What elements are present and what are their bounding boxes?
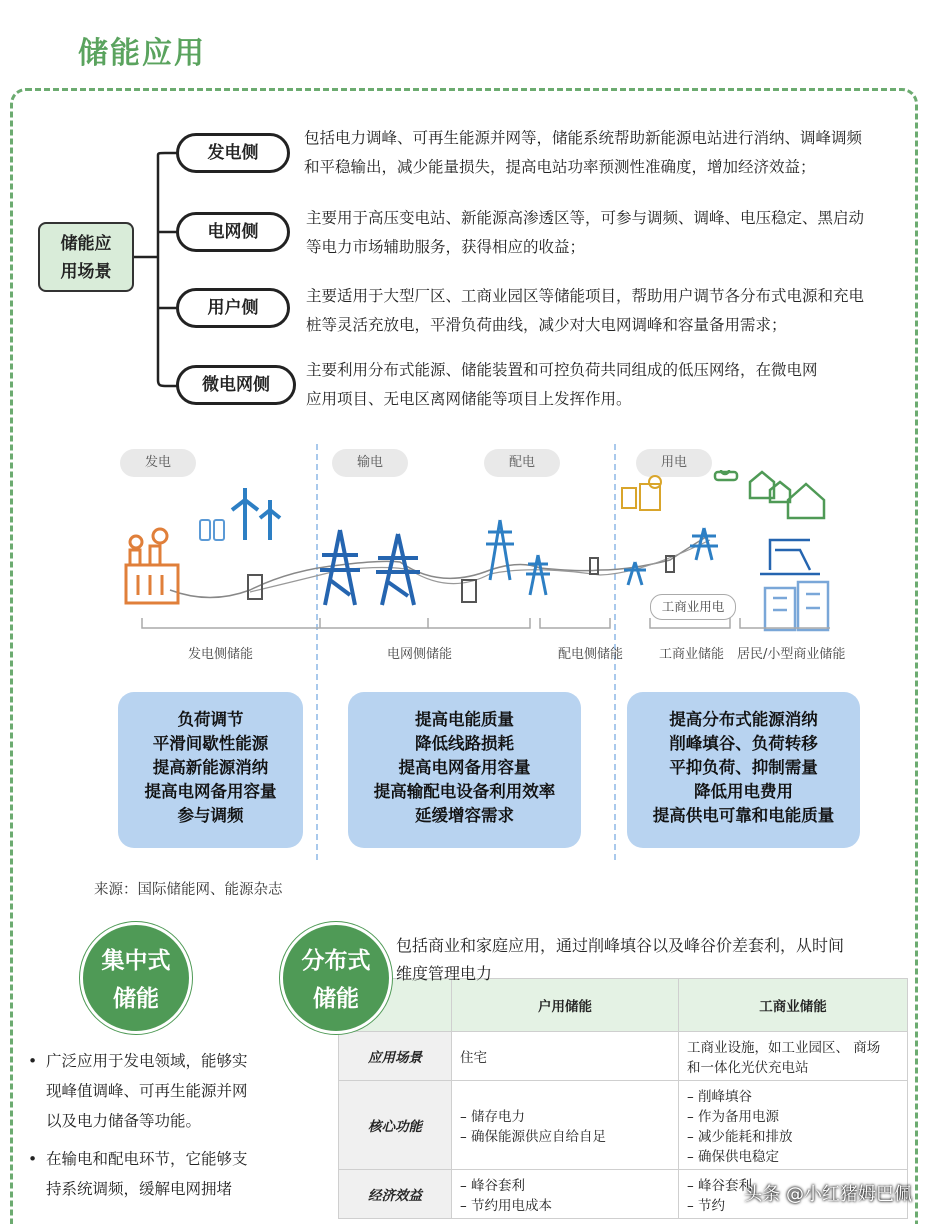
branch-grid: 电网侧 xyxy=(176,212,290,252)
battery-icon xyxy=(200,520,224,540)
branch-user: 用户侧 xyxy=(176,288,290,328)
branch-user-desc xyxy=(306,282,864,340)
source-note: 来源：国际储能网、能源杂志 xyxy=(94,882,283,898)
watermark: 头条 @小红猪姆巴佩 xyxy=(744,1184,912,1205)
benefit-item: 降低用电费用 xyxy=(694,782,793,801)
benefit-item: 提高电能质量 xyxy=(415,710,514,729)
distributed-circle xyxy=(280,922,392,1034)
table-header-household: 户用储能 xyxy=(452,979,679,1032)
solar-building-icon xyxy=(622,476,661,510)
benefit-item: 提高电网备用容量 xyxy=(398,758,531,777)
desc-line: 包括商业和家庭应用，通过削峰填谷以及峰谷价差套利，从时间 xyxy=(396,936,845,955)
bullet-line: 在输电和配电环节，它能够支 xyxy=(46,1150,248,1168)
cell-line: – 储存电力 xyxy=(460,1109,526,1125)
benefit-box-grid xyxy=(348,692,581,848)
bullet-line: 持系统调频，缓解电网拥堵 xyxy=(46,1180,233,1198)
stage-transmission: 输电 xyxy=(332,449,408,477)
centralized-circle xyxy=(80,922,192,1034)
cell-line: – 节约用电成本 xyxy=(460,1198,553,1214)
cell-line: – 作为备用电源 xyxy=(687,1109,780,1125)
row-head-function: 核心功能 xyxy=(339,1081,452,1170)
cell-line: 工商业设施，如工业园区、 商场 xyxy=(687,1040,881,1056)
benefit-item: 提高分布式能源消纳 xyxy=(669,710,818,729)
distributed-desc xyxy=(396,932,844,988)
bullet-dot-icon: • xyxy=(28,1052,38,1070)
benefit-item: 负荷调节 xyxy=(177,710,244,729)
bullet-dot-icon: • xyxy=(28,1150,38,1168)
segment-generation-storage: 发电侧储能 xyxy=(188,647,254,662)
cell-line: – 节约 xyxy=(687,1198,726,1214)
bracket-distribution xyxy=(540,618,610,628)
distribution-tower-icon xyxy=(486,520,718,595)
table-header-commercial: 工商业储能 xyxy=(679,979,908,1032)
mindmap-root xyxy=(38,222,134,292)
wind-turbine-icon xyxy=(232,488,280,540)
cell-line: – 削峰填谷 xyxy=(687,1089,753,1105)
factory-icon xyxy=(126,529,178,603)
desc-line: 主要用于高压变电站、新能源高渗透区等，可参与调频、调峰、电压稳定、黑启动 xyxy=(306,209,865,227)
branch-microgrid: 微电网侧 xyxy=(176,365,296,405)
page-title: 储能应用 xyxy=(78,36,206,71)
cell-line: – 减少能耗和排放 xyxy=(687,1129,793,1145)
cell-household-scenario xyxy=(452,1032,679,1081)
segment-distribution-storage: 配电侧储能 xyxy=(558,647,624,662)
bracket-grid xyxy=(320,618,530,628)
benefit-item: 提高电网备用容量 xyxy=(144,782,277,801)
bullet-line: 以及电力储备等功能。 xyxy=(46,1112,202,1130)
benefit-item: 提高供电可靠和电能质量 xyxy=(652,806,835,825)
segment-residential-storage: 居民/小型商业储能 xyxy=(737,647,846,662)
benefit-item: 平滑间歇性能源 xyxy=(152,734,269,753)
benefit-item: 削峰填谷、负荷转移 xyxy=(669,734,818,753)
desc-line: 应用项目、无电区离网储能等项目上发挥作用。 xyxy=(306,390,632,408)
benefit-box-user xyxy=(627,692,860,848)
circle-line: 储能 xyxy=(313,986,359,1012)
bullet-line: 现峰值调峰、可再生能源并网 xyxy=(46,1082,248,1100)
circle-line: 分布式 xyxy=(301,948,371,974)
cell-line: – 确保供电稳定 xyxy=(687,1149,780,1165)
desc-line: 主要利用分布式能源、储能装置和可控负荷共同组成的低压网络，在微电网 xyxy=(306,361,818,379)
desc-line: 维度管理电力 xyxy=(396,964,493,983)
branch-generation: 发电侧 xyxy=(176,133,290,173)
table-row xyxy=(339,1081,908,1170)
desc-line: 主要适用于大型厂区、工商业园区等储能项目，帮助用户调节各分布式电源和充电 xyxy=(306,287,865,305)
segment-commercial-storage: 工商业储能 xyxy=(659,647,725,662)
circle-line: 储能 xyxy=(113,986,159,1012)
desc-line: 等电力市场辅助服务，获得相应的收益； xyxy=(306,238,586,256)
bullet-line: 广泛应用于发电领域，能够实 xyxy=(46,1052,248,1070)
desc-line: 包括电力调峰、可再生能源并网等，储能系统帮助新能源电站进行消纳、调峰调频 xyxy=(304,129,863,147)
benefit-item: 提高新能源消纳 xyxy=(152,758,269,777)
storage-unit-icon xyxy=(248,556,674,602)
benefit-item: 平抑负荷、抑制需量 xyxy=(669,758,818,777)
cell-line: 住宅 xyxy=(460,1050,487,1066)
cell-household-economics xyxy=(452,1170,679,1219)
desc-line: 桩等灵活充放电，平滑负荷曲线，减少对大电网调峰和容量备用需求； xyxy=(306,316,787,334)
oil-pump-icon xyxy=(760,540,820,574)
bracket-generation xyxy=(142,618,428,628)
stage-consumption: 用电 xyxy=(636,449,712,477)
root-line-2: 用场景 xyxy=(60,262,112,282)
cell-household-function xyxy=(452,1081,679,1170)
branch-generation-desc xyxy=(304,124,862,182)
cell-commercial-scenario xyxy=(679,1032,908,1081)
row-head-scenario: 应用场景 xyxy=(339,1032,452,1081)
desc-line: 和平稳输出，减少能量损失，提高电站功率预测性准确度，增加经济效益； xyxy=(304,158,816,176)
table-row xyxy=(339,1032,908,1081)
cell-commercial-function xyxy=(679,1081,908,1170)
houses-icon xyxy=(715,470,824,518)
benefit-box-generation xyxy=(118,692,303,848)
benefit-item: 参与调频 xyxy=(177,806,244,825)
sub-label-commercial: 工商业用电 xyxy=(650,594,736,620)
cell-line: – 峰谷套利 xyxy=(687,1178,753,1194)
cell-line: – 确保能源供应自给自足 xyxy=(460,1129,607,1145)
cell-line: – 峰谷套利 xyxy=(460,1178,526,1194)
row-head-economics: 经济效益 xyxy=(339,1170,452,1219)
centralized-bullet-1 xyxy=(26,1046,248,1136)
root-line-1: 储能应 xyxy=(60,234,112,254)
circle-line: 集中式 xyxy=(101,948,171,974)
segment-grid-storage: 电网侧储能 xyxy=(387,647,453,662)
stage-distribution: 配电 xyxy=(484,449,560,477)
stage-generation: 发电 xyxy=(120,449,196,477)
benefit-item: 延缓增容需求 xyxy=(415,806,514,825)
branch-microgrid-desc xyxy=(306,356,818,414)
cell-line: 和一体化光伏充电站 xyxy=(687,1060,809,1076)
branch-grid-desc xyxy=(306,204,864,262)
benefit-item: 降低线路损耗 xyxy=(415,734,514,753)
centralized-bullet-2 xyxy=(26,1144,248,1204)
apartment-icon xyxy=(765,582,828,630)
benefit-item: 提高输配电设备利用效率 xyxy=(373,782,556,801)
